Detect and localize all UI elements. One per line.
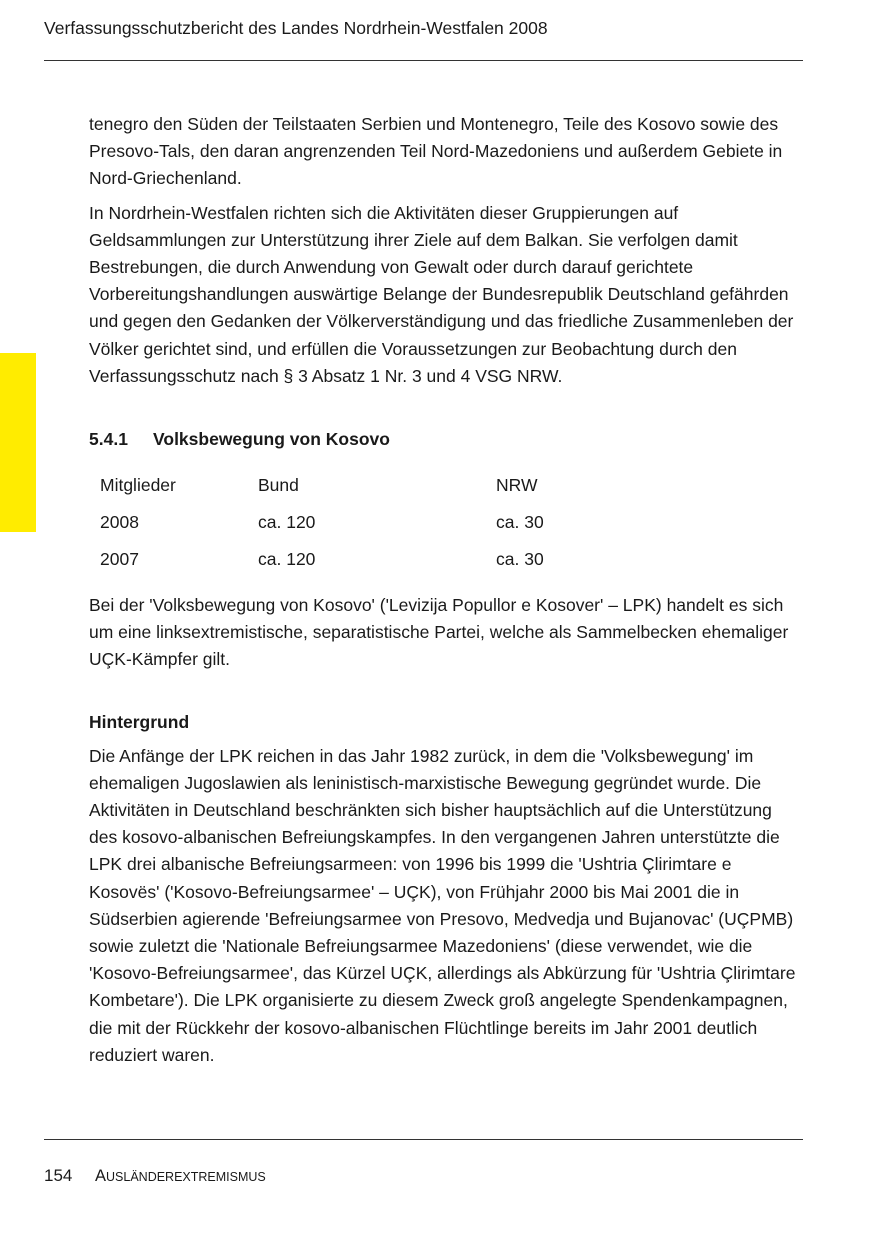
table-header-cell: Bund xyxy=(258,475,299,496)
table-header-cell: NRW xyxy=(496,475,538,496)
header-divider xyxy=(44,60,803,61)
table-header-row xyxy=(100,467,696,504)
table-cell: ca. 120 xyxy=(258,549,316,570)
section-heading xyxy=(89,427,803,451)
table-cell: ca. 30 xyxy=(496,549,544,570)
section-title: Volksbewegung von Kosovo xyxy=(153,429,390,450)
table-row xyxy=(100,504,696,541)
running-header: Verfassungsschutzbericht des Landes Nordrhein-Westfalen 2008 xyxy=(44,18,548,38)
table-cell: ca. 120 xyxy=(258,512,316,533)
chapter-title-initial: A xyxy=(95,1167,107,1185)
paragraph-background: Die Anfänge der LPK reichen in das Jahr 1982 zurück, in dem die 'Volksbewegung' im ehemaligen Jugoslawien als leninistisch-marxistische Bewegung gegründet wurde. Die Aktivitäten in Deutschland beschränkten sich bisher hauptsächlich auf die Unterstützung des kosovo-albanischen Befreiungskampfes. In den vergangenen Jahren unterstützte die LPK drei albanische Befreiungsarmeen: von 1996 bis 1999 die 'Ushtria Çlirimtare e Kosovës' ('Kosovo-Befreiungsarmee' – UÇK), von Frühjahr 2000 bis Mai 2001 die in Südserbien agierende 'Befreiungsarmee von Presovo, Medvedja und Bujanovac' (UÇPMB) sowie zuletzt die 'Nationale Befreiungsarmee Mazedoniens' (diese verwendet, wie die 'Kosovo-Befreiungsarmee', das Kürzel UÇK, allerdings als Abkürzung für 'Ushtria Çlirimtare Kombetare'). Die LPK organisierte zu diesem Zweck groß angelegte Spendenkampagnen, die mit der Rückkehr der kosovo-albanischen Flüchtlinge bereits im Jahr 2001 deutlich reduziert waren. xyxy=(89,745,796,1065)
paragraph-continuation: tenegro den Süden der Teilstaaten Serbien und Montenegro, Teile des Kosovo sowie des Presovo-Tals, den daran angrenzenden Teil Nord-Mazedoniens und außerdem Gebiete in Nord-Griechenland. xyxy=(89,114,783,189)
table-row xyxy=(100,541,696,578)
page-body xyxy=(89,111,803,1069)
chapter-title-rest: USLÄNDEREXTREMISMUS xyxy=(106,1170,266,1184)
subheading-background: Hintergrund xyxy=(89,711,190,732)
table-cell: 2007 xyxy=(100,549,139,570)
chapter-margin-marker xyxy=(0,353,36,532)
page-number: 154 xyxy=(44,1166,73,1185)
table-header-cell: Mitglieder xyxy=(100,475,176,496)
paragraph-lpk-description: Bei der 'Volksbewegung von Kosovo' ('Levizija Popullor e Kosover' – LPK) handelt es sich um eine linksextremistische, separatistische Partei, welche als Sammelbecken ehemaliger UÇK-Kämpfer gilt. xyxy=(89,595,789,670)
section-number: 5.4.1 xyxy=(89,429,128,450)
membership-table xyxy=(100,467,696,578)
paragraph-activities: In Nordrhein-Westfalen richten sich die Aktivitäten dieser Gruppierungen auf Geldsammlungen zur Unterstützung ihrer Ziele auf dem Balkan. Sie verfolgen damit Bestrebungen, die durch Anwendung von Gewalt oder durch darauf gerichtete Vorbereitungshandlungen auswärtige Belange der Bundesrepublik Deutschland gefährden und gegen den Gedanken der Völkerverständigung und das friedliche Zusammenleben der Völker gerichtet sind, und erfüllen die Voraussetzungen zur Beobachtung durch den Verfassungsschutz nach § 3 Absatz 1 Nr. 3 und 4 VSG NRW. xyxy=(89,202,794,386)
page-footer xyxy=(44,1165,266,1188)
footer-divider xyxy=(44,1139,803,1140)
table-cell: 2008 xyxy=(100,512,139,533)
table-cell: ca. 30 xyxy=(496,512,544,533)
